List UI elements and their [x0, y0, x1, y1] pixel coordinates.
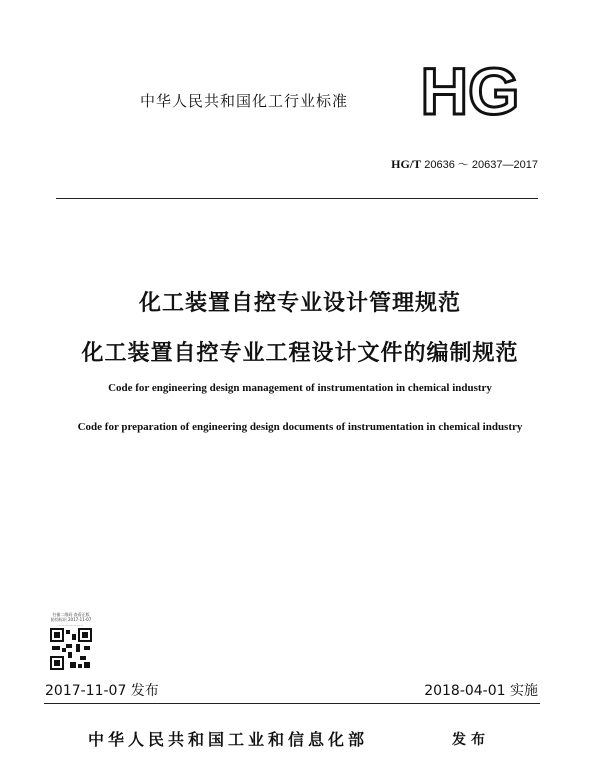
standard-range: 20636 ～ 20637—2017	[424, 159, 538, 171]
top-divider	[56, 198, 538, 199]
standard-prefix: HG/T	[391, 157, 422, 171]
title-en-1: Code for engineering design management of instrumentation in chemical industry	[108, 382, 492, 394]
hg-logo	[414, 60, 526, 120]
qr-caption-3: ………………	[59, 622, 83, 627]
hg-logo-text: HG	[420, 60, 520, 120]
title-cn-1: 化工装置自控专业设计管理规范	[138, 291, 461, 316]
qr-caption-1: 扫描二维码 查看正版	[52, 612, 90, 617]
issue-date: 2017-11-07 发布	[45, 683, 159, 699]
publisher-name: 中华人民共和国工业和信息化部	[88, 730, 369, 749]
standard-number	[391, 156, 538, 172]
issuing-category-title: 中华人民共和国化工行业标准	[140, 92, 349, 110]
title-en-2: Code for preparation of engineering design documents of instrumentation in chemical industry	[77, 421, 523, 433]
title-cn-2: 化工装置自控专业工程设计文件的编制规范	[81, 341, 519, 366]
qr-caption-2: 防伪标识 2017-11-07	[50, 617, 92, 622]
qr-code-icon	[50, 628, 92, 670]
bottom-divider	[44, 703, 540, 704]
anti-counterfeit-label	[40, 612, 102, 670]
publish-label: 发布	[452, 732, 490, 748]
implementation-date: 2018-04-01 实施	[424, 683, 538, 699]
